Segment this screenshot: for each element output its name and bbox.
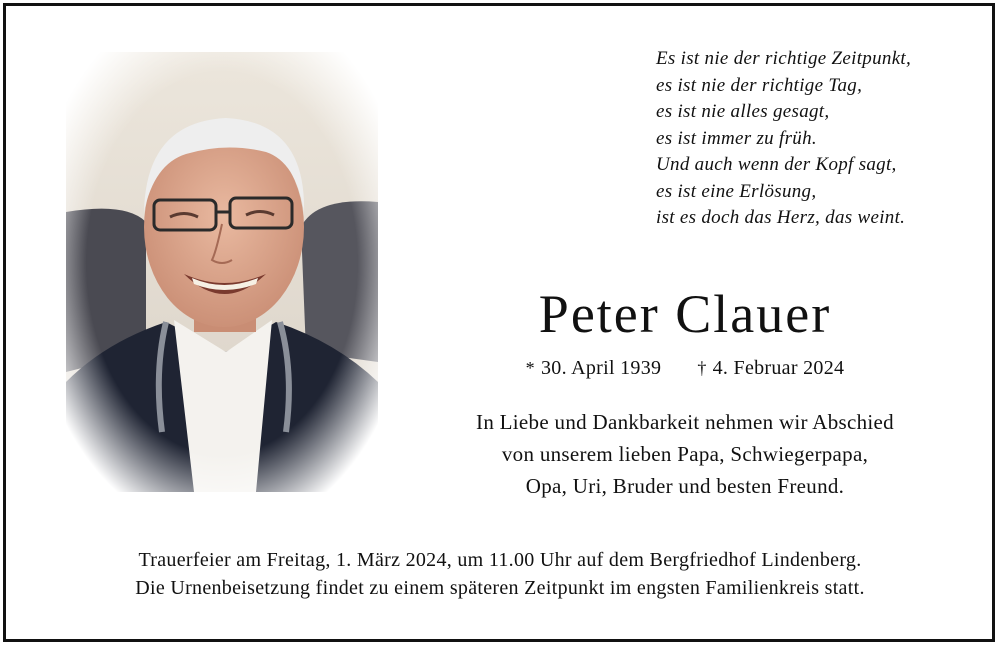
deceased-name: Peter Clauer — [538, 284, 832, 344]
portrait-photo — [66, 52, 378, 492]
poem-line: Es ist nie der richtige Zeitpunkt, — [656, 48, 912, 69]
footer-line: Trauerfeier am Freitag, 1. März 2024, um 11.00 Uhr auf dem Bergfriedhof Lindenberg. — [138, 549, 862, 571]
birth-date: 30. April 1939 — [540, 357, 662, 379]
footer-line: Die Urnenbeisetzung findet zu einem späteren Zeitpunkt im engsten Familienkreis statt. — [135, 577, 865, 599]
poem-line: Und auch wenn der Kopf sagt, — [656, 154, 897, 175]
death-date: 4. Februar 2024 — [712, 357, 845, 379]
tribute-line: Opa, Uri, Bruder und besten Freund. — [525, 474, 845, 498]
poem-line: es ist immer zu früh. — [656, 127, 817, 149]
death-cross-icon: † — [697, 358, 707, 378]
tribute-line: In Liebe und Dankbarkeit nehmen wir Abschied — [476, 410, 894, 434]
tribute-text — [400, 406, 970, 502]
birth-star-icon: * — [525, 358, 535, 378]
poem-line: es ist nie der richtige Tag, — [656, 74, 863, 96]
poem-line: es ist nie alles gesagt, — [656, 101, 830, 122]
poem-line: ist es doch das Herz, das weint. — [656, 207, 906, 228]
poem-line: es ist eine Erlösung, — [656, 180, 817, 202]
life-dates — [430, 357, 940, 380]
funeral-details — [0, 546, 1000, 602]
tribute-line: von unserem lieben Papa, Schwiegerpapa, — [501, 442, 869, 466]
memorial-poem — [656, 46, 976, 232]
